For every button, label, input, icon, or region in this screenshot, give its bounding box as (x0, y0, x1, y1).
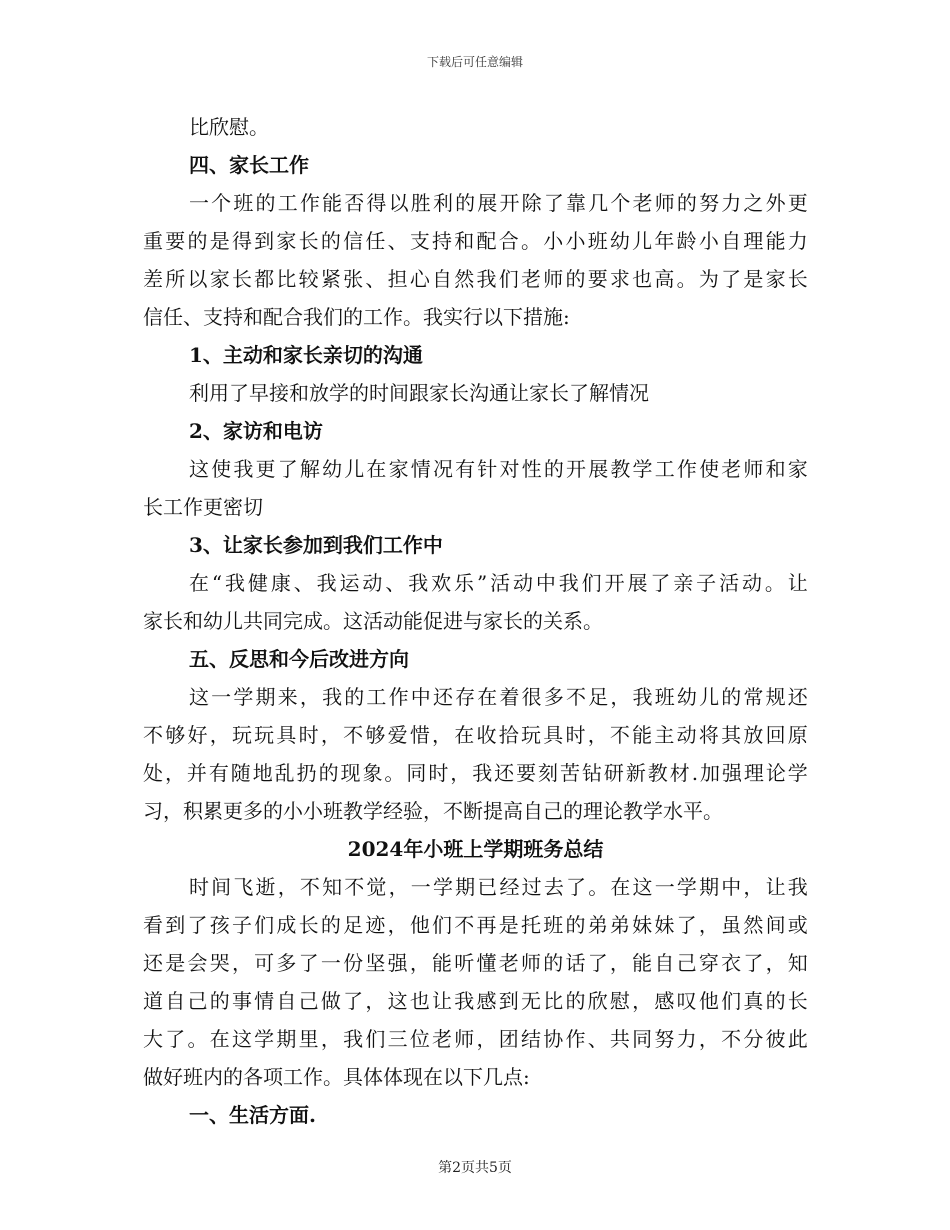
paragraph-line: 在“我健康、我运动、我欢乐”活动中我们开展了亲子活动。让 (189, 571, 808, 595)
page-footer: 第2页共5页 (438, 1160, 512, 1176)
subsection-heading: 3、让家长参加到我们工作中 (189, 533, 443, 557)
paragraph-line: 大了。在这学期里，我们三位老师，团结协作、共同努力，不分彼此 (143, 1027, 808, 1051)
paragraph-line: 信任、支持和配合我们的工作。我实行以下措施: (143, 305, 570, 329)
paragraph-line: 看到了孩子们成长的足迹，他们不再是托班的弟弟妹妹了，虽然间或 (143, 913, 808, 937)
paragraph-line: 一个班的工作能否得以胜利的展开除了靠几个老师的努力之外更 (189, 191, 808, 215)
document-title: 2024年小班上学期班务总结 (347, 837, 604, 861)
paragraph-line: 处，并有随地乱扔的现象。同时，我还要刻苦钻研新教材.加强理论学 (143, 761, 808, 785)
paragraph-line: 做好班内的各项工作。具体体现在以下几点: (143, 1065, 530, 1089)
paragraph-line: 时间飞逝，不知不觉，一学期已经过去了。在这一学期中，让我 (189, 875, 808, 899)
paragraph-line: 这使我更了解幼儿在家情况有针对性的开展教学工作使老师和家 (189, 457, 808, 481)
paragraph-line: 比欣慰。 (189, 115, 269, 139)
document-body (143, 108, 808, 1134)
paragraph-line: 习，积累更多的小小班教学经验，不断提高自己的理论教学水平。 (143, 799, 723, 823)
section-heading: 一、生活方面. (189, 1103, 316, 1127)
paragraph-line: 利用了早接和放学的时间跟家长沟通让家长了解情况 (189, 381, 649, 405)
paragraph-line: 还是会哭，可多了一份坚强，能听懂老师的话了，能自己穿衣了，知 (143, 951, 808, 975)
subsection-heading: 2、家访和电访 (189, 419, 323, 443)
paragraph-line: 长工作更密切 (143, 495, 263, 519)
header-note: 下载后可任意编辑 (426, 55, 523, 69)
paragraph-line: 这一学期来，我的工作中还存在着很多不足，我班幼儿的常规还 (189, 685, 808, 709)
paragraph-line: 重要的是得到家长的信任、支持和配合。小小班幼儿年龄小自理能力 (143, 229, 808, 253)
paragraph-line: 不够好，玩玩具时，不够爱惜，在收拾玩具时，不能主动将其放回原 (143, 723, 808, 747)
paragraph-line: 家长和幼儿共同完成。这活动能促进与家长的关系。 (143, 609, 603, 633)
section-heading: 五、反思和今后改进方向 (189, 647, 409, 671)
section-heading: 四、家长工作 (189, 153, 309, 177)
paragraph-line: 道自己的事情自己做了，这也让我感到无比的欣慰，感叹他们真的长 (143, 989, 808, 1013)
subsection-heading: 1、主动和家长亲切的沟通 (189, 343, 423, 367)
paragraph-line: 差所以家长都比较紧张、担心自然我们老师的要求也高。为了是家长 (143, 267, 808, 291)
